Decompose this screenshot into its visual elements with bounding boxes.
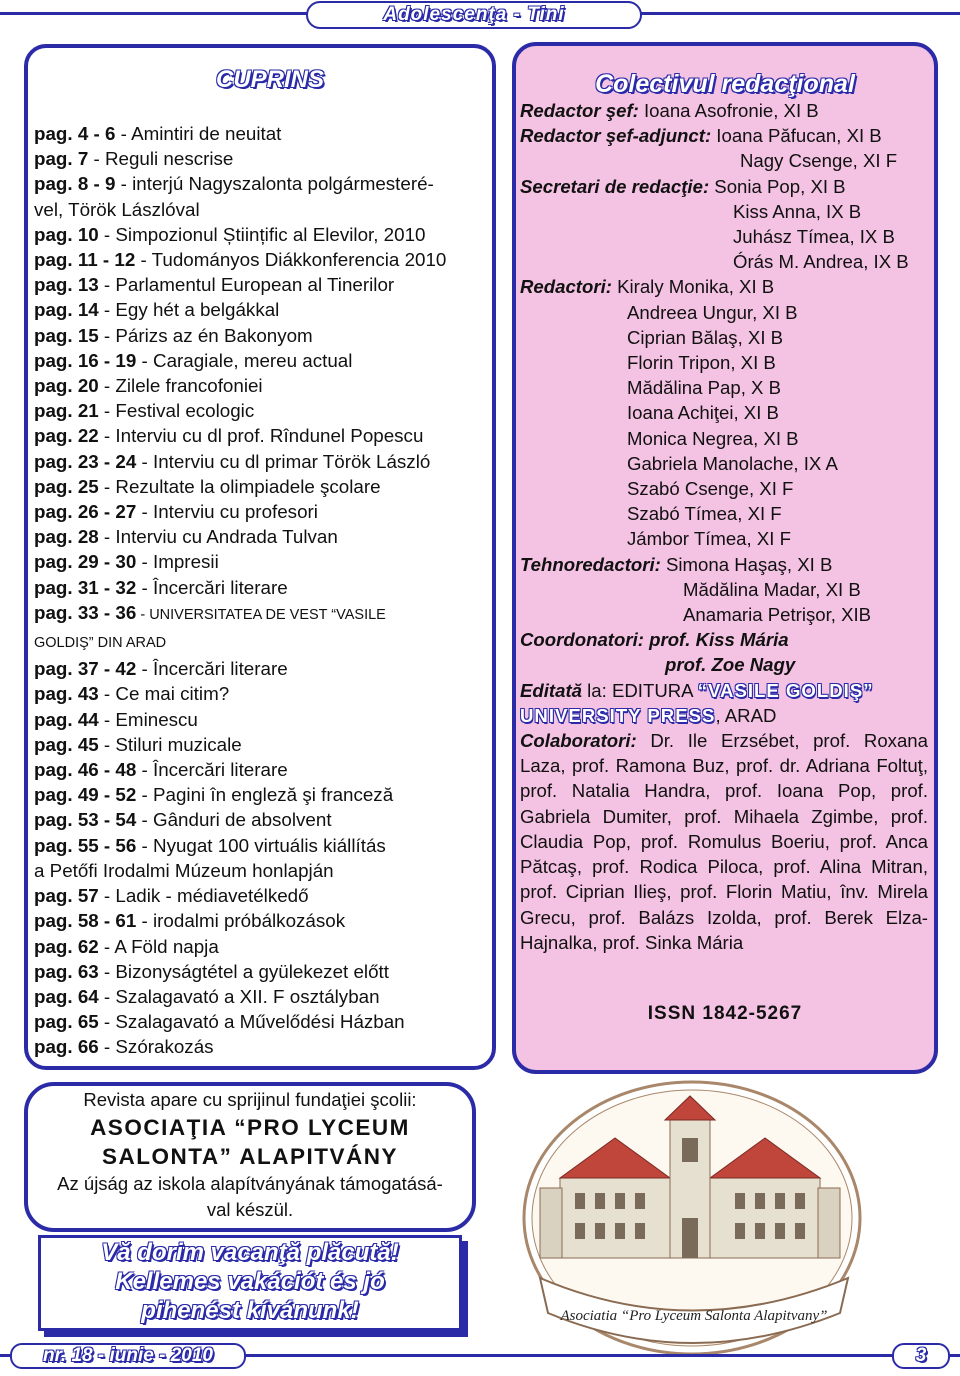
sponsor-name: SALONTA” ALAPITVÁNY (102, 1144, 398, 1169)
coord-label: Coordonatori: (520, 629, 644, 651)
toc-item (34, 449, 496, 474)
toc-item-title: - Szórakozás (98, 1036, 214, 1058)
toc-item-title: - Pagini în engleză şi franceză (136, 784, 394, 806)
toc-item (34, 656, 496, 681)
toc-item (34, 323, 496, 348)
toc-item-title: - A Föld napja (98, 935, 219, 957)
greeting-line: Vă dorim vacanţă plăcută! (101, 1239, 399, 1266)
publisher-name: “VASILE GOLDIŞ” (697, 679, 874, 701)
toc-page-ref: pag. 46 - 48 (34, 759, 137, 781)
toc-item-title: - interjú Nagyszalonta polgármesteré- (115, 173, 434, 195)
sponsor-line: Az újság az iskola alapítványának támogatásá- (57, 1173, 443, 1194)
sponsor-line: val készül. (206, 1199, 294, 1220)
toc-item-title: - Stiluri muzicale (98, 733, 242, 755)
toc-item (34, 348, 496, 373)
toc-page-ref: pag. 23 - 24 (34, 450, 137, 472)
toc-item-title: - Bizonyságtétel a gyülekezet előtt (98, 960, 389, 982)
toc-page-ref: pag. 58 - 61 (34, 910, 137, 932)
editor-member: Kiraly Monika, XI B (611, 276, 775, 298)
toc-item-title: - Rezultate la olimpiadele şcolare (98, 475, 381, 497)
toc-page-ref: pag. 53 - 54 (34, 809, 137, 831)
editor-member: Gabriela Manolache, IX A (627, 452, 838, 474)
toc-item (34, 297, 496, 322)
toc-item (34, 222, 496, 247)
editor-member: Mădălina Pap, X B (627, 377, 782, 399)
publisher-post: , ARAD (715, 704, 777, 726)
editor-name: Ioana Asofronie, XI B (638, 100, 819, 121)
deputy-name: Nagy Csenge, XI F (740, 150, 898, 172)
toc-item-title: - Nyugat 100 virtuális kiállítás (136, 834, 386, 856)
editor-member: Andreea Ungur, XI B (627, 301, 798, 323)
toc-item (34, 499, 496, 524)
header-title: Adolescenţa - Tini (306, 1, 642, 29)
staff-list (520, 98, 928, 955)
toc-item-title: - Gânduri de absolvent (136, 809, 332, 831)
toc-page-ref: pag. 65 (34, 1011, 99, 1033)
sponsor-line: Revista apare cu sprijinul fundaţiei şcolii: (83, 1089, 417, 1110)
toc-item (34, 732, 496, 757)
collab-label: Colaboratori: (520, 730, 637, 752)
secretary-name: Sonia Pop, XI B (709, 175, 846, 197)
secretary-name: Juhász Tímea, IX B (733, 226, 895, 248)
toc-item-title: - Tudományos Diákkonferencia 2010 (135, 249, 447, 271)
toc-item-title: - UNIVERSITATEA DE VEST “VASILE (136, 606, 386, 623)
toc-item (34, 757, 496, 782)
toc-item-title: - Zilele francofoniei (98, 375, 263, 397)
toc-page-ref: pag. 15 (34, 324, 99, 346)
toc-item (34, 146, 496, 171)
toc-title: CUPRINS (215, 66, 324, 93)
tech-label: Tehnoredactori: (520, 553, 661, 575)
toc-item (34, 984, 496, 1009)
tech-member: Simona Haşaş, XI B (660, 553, 833, 575)
toc-item (34, 171, 496, 196)
tech-member: Anamaria Petrişor, XIB (683, 604, 872, 626)
toc-item (34, 247, 496, 272)
sponsor-name: ASOCIAŢIA “PRO LYCEUM (90, 1115, 410, 1140)
toc-page-ref: pag. 33 - 36 (34, 601, 137, 623)
toc-item (34, 423, 496, 448)
sponsor-text (28, 1087, 472, 1223)
toc-page-ref: pag. 44 (34, 708, 99, 730)
toc-item (34, 807, 496, 832)
toc-item (34, 373, 496, 398)
toc-item-title: - Încercări literare (136, 759, 288, 781)
publisher-name-2: UNIVERSITY PRESS (520, 704, 716, 726)
toc-item-title: - Egy hét a belgákkal (98, 299, 280, 321)
toc-item (34, 474, 496, 499)
publisher-pre: la: EDITURA (582, 679, 698, 701)
toc-item-title: vel, Török Lászlóval (34, 198, 200, 220)
issue-label: nr. 18 - iunie - 2010 (10, 1343, 246, 1369)
issn: ISSN 1842-5267 (647, 1003, 803, 1024)
greeting-text (38, 1238, 462, 1325)
staff-title: Colectivul redacţional (595, 70, 855, 98)
page-number: 3 (892, 1343, 950, 1369)
toc-item (34, 833, 496, 858)
toc-page-ref: pag. 64 (34, 985, 99, 1007)
toc-page-ref: pag. 57 (34, 885, 99, 907)
toc-page-ref: pag. 25 (34, 475, 99, 497)
toc-page-ref: pag. 16 - 19 (34, 349, 137, 371)
toc-item (34, 575, 496, 600)
collaborators (520, 728, 928, 955)
editor-member: Monica Negrea, XI B (627, 427, 799, 449)
toc-page-ref: pag. 10 (34, 223, 99, 245)
toc-item (34, 707, 496, 732)
toc-page-ref: pag. 45 (34, 733, 99, 755)
toc-page-ref: pag. 21 (34, 400, 99, 422)
toc-item-title: - Încercări literare (136, 576, 288, 598)
toc-page-ref: pag. 49 - 52 (34, 784, 137, 806)
greeting-line: pihenést kívánunk! (141, 1297, 359, 1324)
toc-item-title: - Impresii (136, 551, 219, 573)
toc-item (34, 398, 496, 423)
editor-member: Florin Tripon, XI B (627, 352, 776, 374)
toc-item-title: - Eminescu (98, 708, 198, 730)
toc-item (34, 858, 496, 883)
toc-page-ref: pag. 26 - 27 (34, 501, 137, 523)
toc-item (34, 883, 496, 908)
toc-item-title: - Caragiale, mereu actual (136, 349, 353, 371)
editor-member: Ciprian Bălaş, XI B (627, 326, 784, 348)
toc-page-ref: pag. 22 (34, 425, 99, 447)
toc-item-title: - Reguli nescrise (88, 148, 234, 170)
publisher-label: Editată (520, 679, 582, 701)
toc-item (34, 959, 496, 984)
toc-page-ref: pag. 14 (34, 299, 99, 321)
toc-item (34, 681, 496, 706)
toc-item (34, 121, 496, 146)
editor-member: Jámbor Tímea, XI F (627, 528, 791, 550)
logo-text: Asociatia “Pro Lyceum Salonta Alapitvany” (560, 1308, 828, 1324)
editor-member: Szabó Tímea, XI F (627, 503, 782, 525)
toc-item-title: - Interviu cu dl primar Török László (136, 450, 431, 472)
toc-item-title: - Ladik - médiavetélkedő (98, 885, 309, 907)
toc-page-ref: pag. 63 (34, 960, 99, 982)
toc-item-title: - Simpozionul Științific al Elevilor, 2010 (98, 223, 426, 245)
toc-page-ref: pag. 8 - 9 (34, 173, 116, 195)
toc-item (34, 549, 496, 574)
toc-page-ref: pag. 43 (34, 683, 99, 705)
greeting-line: Kellemes vakációt és jó (115, 1268, 385, 1295)
coord-member: prof. Zoe Nagy (665, 654, 796, 676)
toc-page-ref: pag. 62 (34, 935, 99, 957)
toc-page-ref: pag. 7 (34, 148, 89, 170)
toc-item-title: - Încercări literare (136, 658, 288, 680)
secretaries-label: Secretari de redacţie: (520, 175, 710, 197)
secretary-name: Kiss Anna, IX B (733, 200, 862, 222)
deputy-name: Ioana Păfucan, XI B (711, 125, 882, 147)
toc-item-title: - Interviu cu profesori (136, 501, 318, 523)
editor-member: Ioana Achiţei, XI B (627, 402, 779, 424)
toc-item-title: - Interviu cu dl prof. Rîndunel Popescu (98, 425, 424, 447)
toc-item-title: GOLDIŞ” DIN ARAD (34, 635, 167, 652)
toc-page-ref: pag. 4 - 6 (34, 123, 116, 144)
toc-page-ref: pag. 13 (34, 274, 99, 296)
toc-item (34, 600, 496, 628)
toc-item-title: - Festival ecologic (98, 400, 255, 422)
toc-item-title: - Parlamentul European al Tinerilor (98, 274, 395, 296)
toc-item (34, 1009, 496, 1034)
toc-page-ref: pag. 11 - 12 (34, 249, 136, 271)
toc-page-ref: pag. 66 (34, 1036, 99, 1058)
tech-member: Mădălina Madar, XI B (683, 578, 861, 600)
toc-item-title: - Szalagavató a XII. F osztályban (98, 985, 380, 1007)
toc-page-ref: pag. 37 - 42 (34, 658, 137, 680)
toc-item-title: - Interviu cu Andrada Tulvan (98, 526, 338, 548)
toc-item-title: - Amintiri de neuitat (115, 123, 282, 144)
toc-list (34, 121, 496, 1060)
editors-label: Redactori: (520, 276, 612, 298)
toc-item (34, 934, 496, 959)
deputy-label: Redactor şef-adjunct: (520, 125, 712, 147)
toc-item-title: - irodalmi próbálkozások (136, 910, 346, 932)
toc-page-ref: pag. 20 (34, 375, 99, 397)
toc-item (34, 197, 496, 222)
toc-item-title: a Petőfi Irodalmi Múzeum honlapján (34, 859, 334, 881)
toc-page-ref: pag. 31 - 32 (34, 576, 137, 598)
toc-item (34, 524, 496, 549)
toc-item-title: - Szalagavató a Művelődési Házban (98, 1011, 405, 1033)
toc-item (34, 782, 496, 807)
toc-item (34, 272, 496, 297)
toc-item (34, 628, 496, 656)
toc-item-title: - Ce mai citim? (98, 683, 230, 705)
secretary-name: Órás M. Andrea, IX B (733, 251, 909, 273)
toc-page-ref: pag. 55 - 56 (34, 834, 137, 856)
toc-item (34, 908, 496, 933)
toc-page-ref: pag. 28 (34, 526, 99, 548)
editor-member: Szabó Csenge, XI F (627, 478, 794, 500)
coord-member: prof. Kiss Mária (643, 629, 789, 651)
editor-label: Redactor şef: (520, 100, 639, 121)
toc-page-ref: pag. 29 - 30 (34, 551, 137, 573)
toc-item (34, 1034, 496, 1059)
toc-item-title: - Párizs az én Bakonyom (98, 324, 313, 346)
collab-text: Dr. Ile Erzsébet, prof. Roxana Laza, prof. Ramona Buz, prof. dr. Adriana Foltuţ, prof. Natalia Handra, prof. Ioana Pop, prof. Gabriela Dumiter, prof. Mihaela Zgimbe, prof. Claudia Pop, prof. Romulus Boeriu, prof. Anca Pătcaş, prof. Rodica Piloca, prof. Alina Mitran, prof. Ciprian Ilieş, prof. Florin Matiu, înv. Mirela Grecu, prof. Balázs Izolda, prof. Berek Elza-Hajnalka, prof. Sinka Mária (520, 730, 928, 953)
association-logo (520, 1078, 868, 1368)
